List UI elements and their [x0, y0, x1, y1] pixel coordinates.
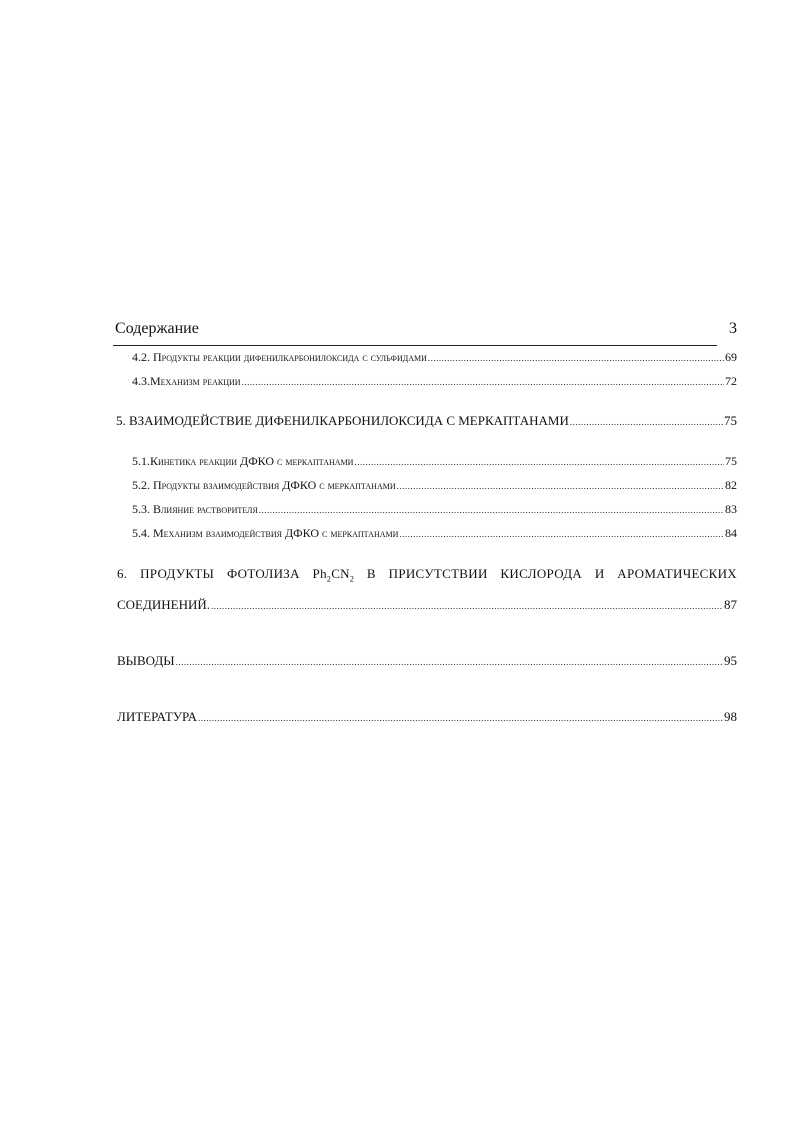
toc-chapter-5 — [116, 414, 737, 429]
toc-entry-page: 84 — [725, 526, 737, 540]
toc-entry-number: 5.4. — [132, 526, 150, 540]
leader-dots — [428, 351, 724, 365]
toc-entry-page: 75 — [725, 454, 737, 468]
leader-dots — [354, 455, 724, 469]
header-title: Содержание — [115, 320, 199, 337]
toc-entry-page: 95 — [724, 653, 737, 668]
toc-entry-4-2 — [132, 350, 737, 365]
toc-entry-number: 5.1. — [132, 454, 150, 468]
leader-dots — [259, 503, 724, 517]
toc-entry-4-3 — [132, 374, 737, 389]
toc-chapter-title: ЛИТЕРАТУРА — [117, 709, 197, 724]
toc-entry-page: 82 — [725, 478, 737, 492]
toc-entry-title: Кинетика реакции ДФКО с меркаптанами — [150, 454, 354, 468]
toc-chapter-6 — [117, 598, 737, 613]
toc-chapter-title: ВЫВОДЫ — [117, 653, 175, 668]
toc-entry-number: 5.2. — [132, 478, 150, 492]
running-header — [115, 320, 737, 342]
toc-entry-page: 87 — [724, 597, 737, 612]
leader-dots — [176, 655, 723, 669]
toc-entry-number: 5.3. — [132, 502, 150, 516]
toc-entry-title: Механизм реакции — [150, 374, 241, 388]
header-page-number: 3 — [729, 320, 737, 337]
toc-entry-page: 72 — [725, 374, 737, 388]
toc-entry-page: 69 — [725, 350, 737, 364]
leader-dots — [242, 375, 724, 389]
toc-entry-number: 4.3. — [132, 374, 150, 388]
leader-dots — [198, 711, 723, 725]
leader-dots — [570, 415, 723, 429]
toc-literature — [117, 710, 737, 725]
leader-dots — [399, 527, 724, 541]
toc-entry-5-1 — [132, 454, 737, 469]
header-rule — [113, 345, 717, 346]
toc-entry-5-4 — [132, 526, 737, 541]
toc-entry-title: Продукты реакции дифенилкарбонилоксида с сульфидами — [153, 350, 427, 364]
leader-dots — [397, 479, 724, 493]
toc-entry-page: 83 — [725, 502, 737, 516]
toc-entry-title: Влияние растворителя — [153, 502, 258, 516]
toc-conclusions — [117, 654, 737, 669]
leader-dots — [211, 599, 723, 613]
toc-entry-page: 98 — [724, 709, 737, 724]
toc-entry-5-3 — [132, 502, 737, 517]
toc-chapter-title: 5. ВЗАИМОДЕЙСТВИЕ ДИФЕНИЛКАРБОНИЛОКСИДА С МЕРКАПТАНАМИ — [116, 413, 569, 428]
toc-entry-page: 75 — [724, 413, 737, 428]
toc-chapter-title-line2: СОЕДИНЕНИЙ. — [117, 597, 210, 612]
toc-chapter-6-title-line1: 6. ПРОДУКТЫ ФОТОЛИЗА $Ph_2CN_2$ В ПРИСУТСТВИИ КИСЛОРОДА И АРОМАТИЧЕСКИХ — [117, 566, 737, 584]
toc-entry-number: 4.2. — [132, 350, 150, 364]
toc-entry-title: Продукты взаимодействия ДФКО с меркаптанами — [153, 478, 396, 492]
toc-entry-title: Механизм взаимодействия ДФКО с меркаптанами — [153, 526, 399, 540]
toc-entry-5-2 — [132, 478, 737, 493]
